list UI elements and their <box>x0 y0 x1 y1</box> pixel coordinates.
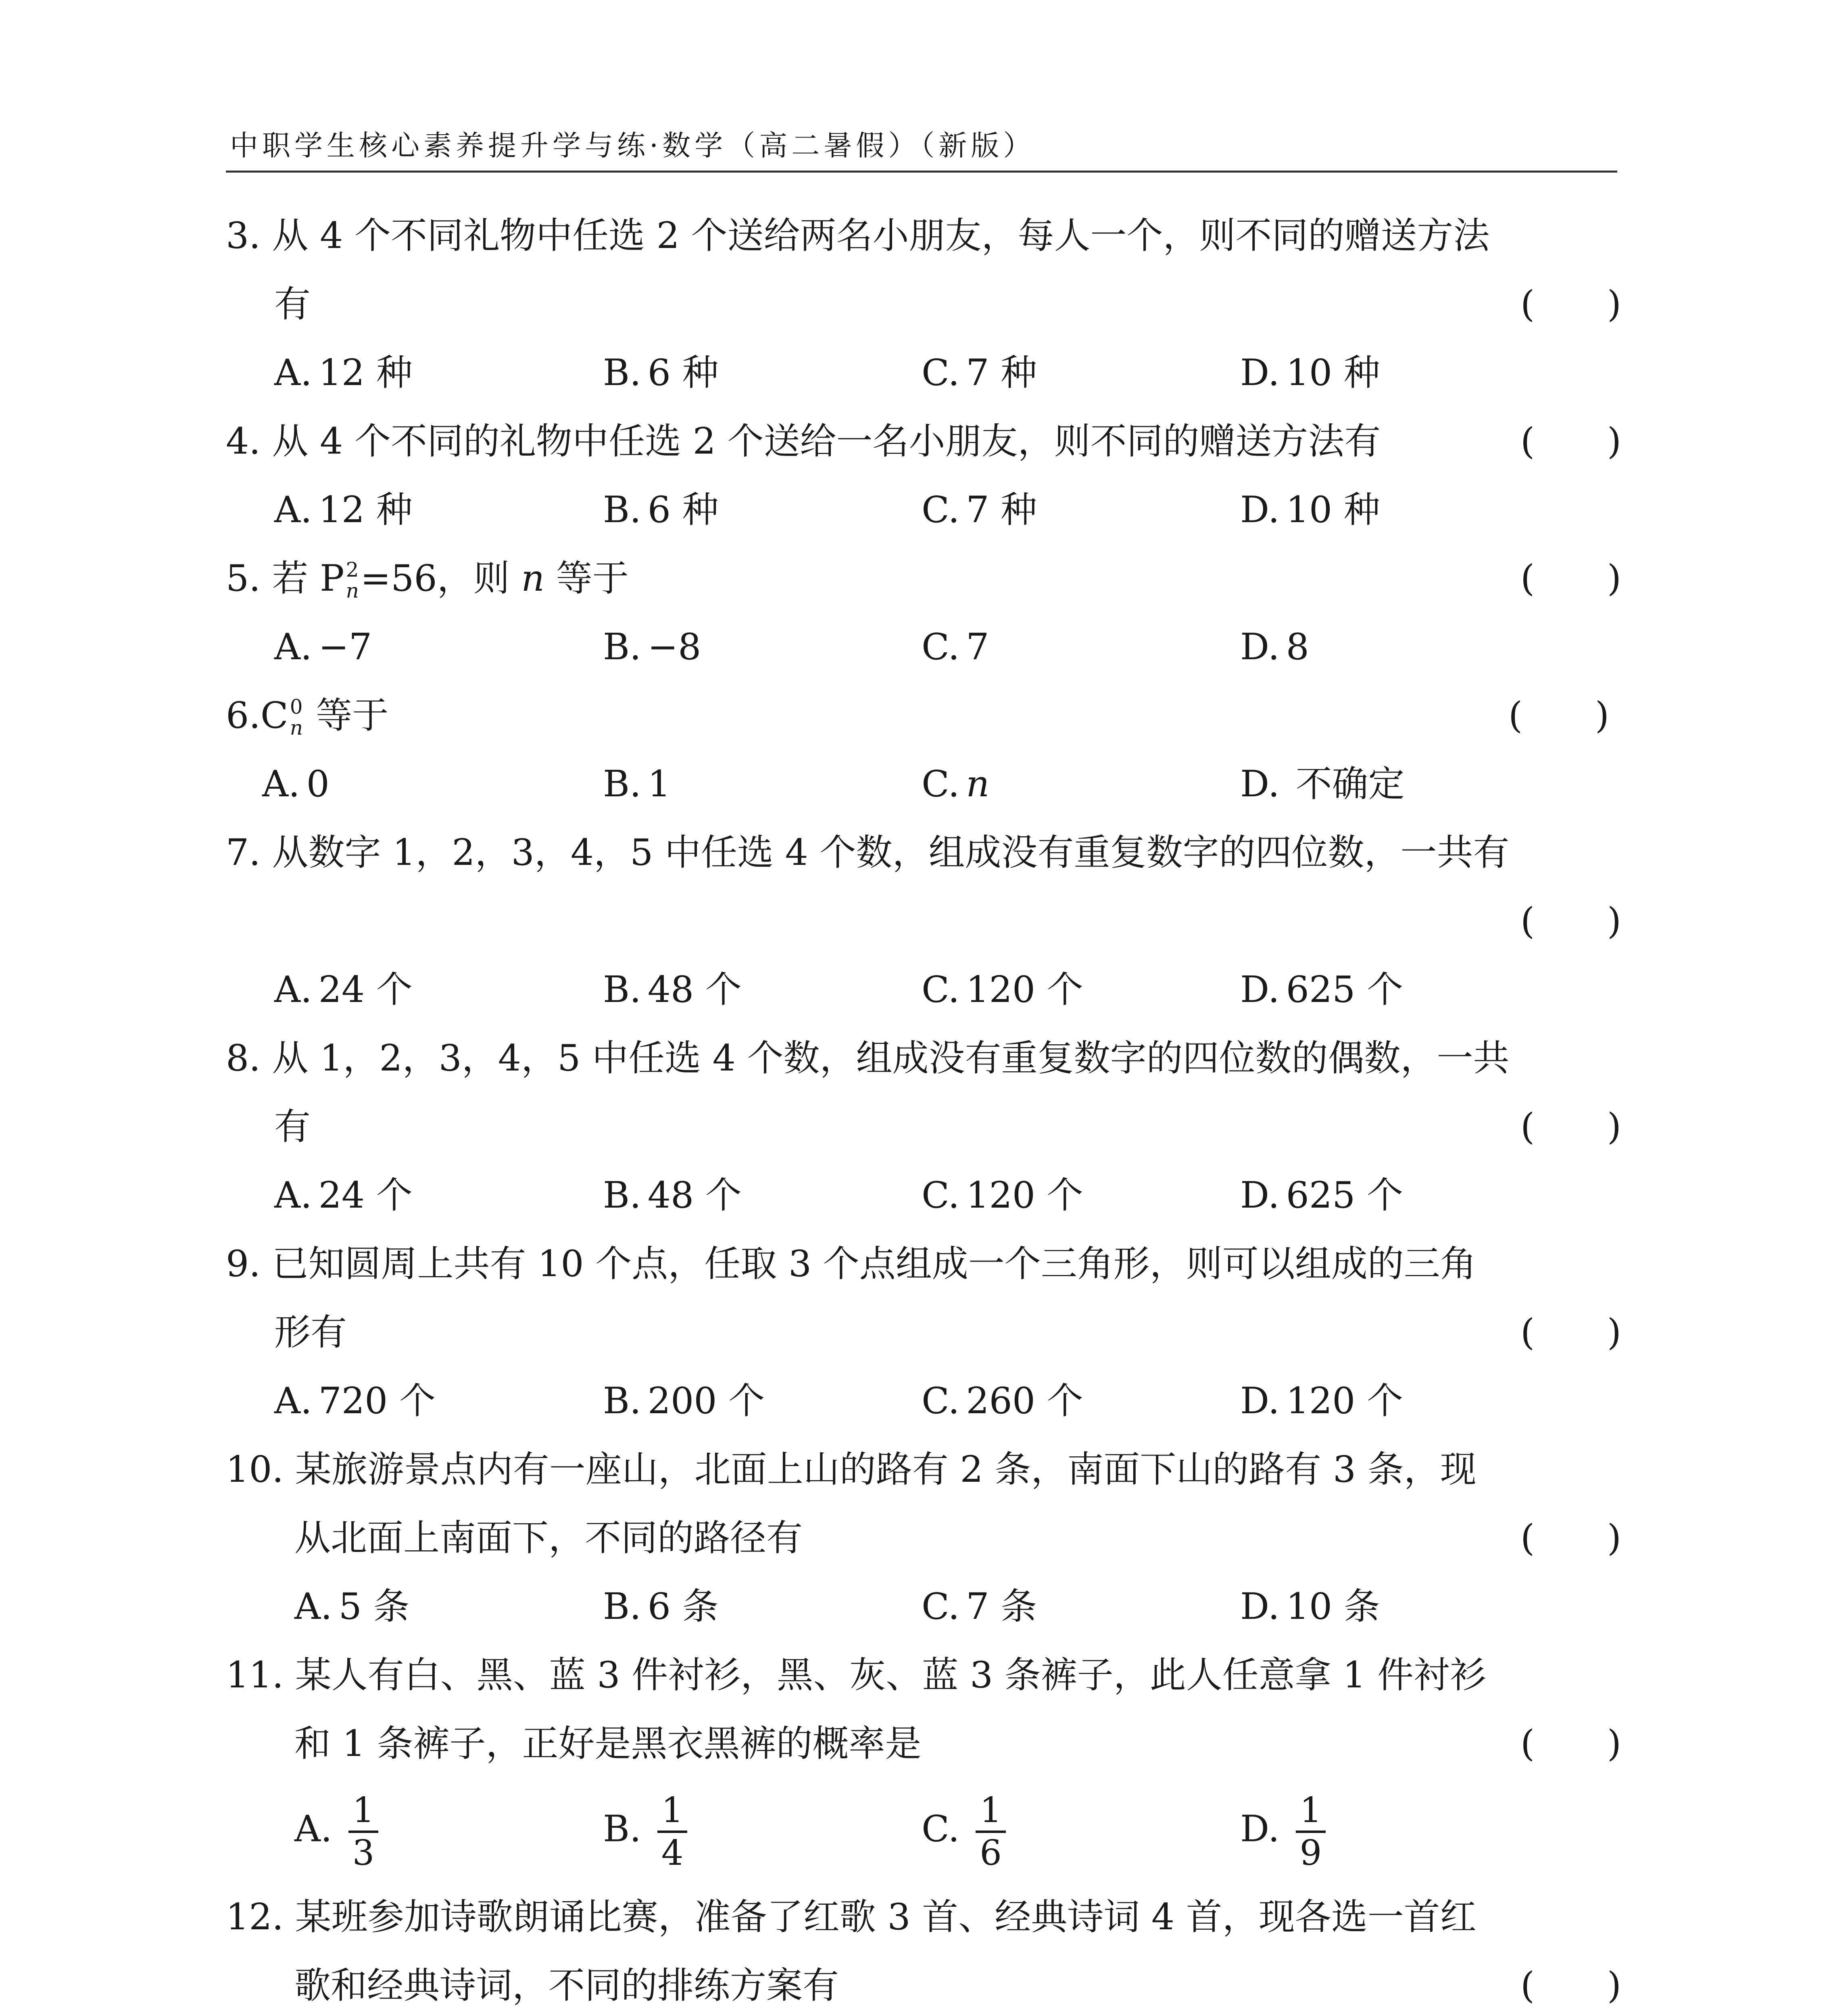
question-11 <box>226 1641 1621 1883</box>
option-a[interactable]: A. 720 个 <box>274 1380 436 1422</box>
option-b[interactable]: B. 48 个 <box>603 1174 742 1216</box>
option-d[interactable]: D. 625 个 <box>1240 968 1403 1011</box>
question-stem: 某班参加诗歌朗诵比赛，准备了红歌 3 首、经典诗词 4 首，现各选一首红 <box>295 1896 1477 1938</box>
answer-bracket[interactable]: ( ) <box>1520 1106 1621 1148</box>
question-stem: 若 P 2 n =56，则 n 等于 <box>272 557 629 602</box>
question-number: 9. <box>226 1243 261 1285</box>
fraction: $\frac{1}{3}$ <box>348 1790 379 1873</box>
option-c[interactable]: C. 7 种 <box>922 489 1037 531</box>
question-7 <box>226 818 1621 1024</box>
answer-bracket[interactable]: ( ) <box>1520 1964 1621 2007</box>
option-b[interactable]: B. 6 种 <box>603 489 719 531</box>
option-a[interactable]: A. 0 <box>262 763 330 805</box>
options-row <box>226 1367 1621 1435</box>
question-6 <box>226 681 1621 818</box>
question-8 <box>226 1024 1621 1230</box>
option-a[interactable]: A. 5 条 <box>294 1585 410 1628</box>
question-stem-continued: 从北面上南面下，不同的路径有 <box>294 1517 803 1559</box>
header-title: 中职学生核心素养提升学与练·数学（高二暑假）（新版） <box>230 129 1036 162</box>
option-b[interactable]: B. 1 <box>603 763 671 805</box>
question-number: 8. <box>226 1037 261 1079</box>
option-d[interactable]: D. 8 <box>1240 626 1309 668</box>
option-c[interactable]: C. 7 <box>922 626 989 668</box>
fraction: $\frac{1}{6}$ <box>976 1790 1006 1873</box>
question-stem: 从 1，2，3，4，5 中任选 4 个数，组成没有重复数字的四位数的偶数，一共 <box>272 1037 1510 1079</box>
options-row <box>226 1161 1621 1230</box>
question-number: 7. <box>226 831 261 874</box>
option-b[interactable]: B. 200 个 <box>603 1380 765 1422</box>
question-stem: 从 4 个不同的礼物中任选 2 个送给一名小朋友，则不同的赠送方法有 <box>272 420 1381 462</box>
question-stem-continued: 有 <box>274 283 311 325</box>
option-c[interactable]: C. 260 个 <box>922 1380 1083 1422</box>
question-stem: C 0 n 等于 <box>260 694 389 739</box>
question-stem: 某旅游景点内有一座山，北面上山的路有 2 条，南面下山的路有 3 条，现 <box>295 1448 1477 1491</box>
options-row <box>226 476 1621 544</box>
option-c[interactable]: C. n <box>922 763 990 805</box>
option-b[interactable]: B. −8 <box>603 626 701 668</box>
option-c[interactable]: C. 7 条 <box>922 1585 1037 1628</box>
question-stem: 从 4 个不同礼物中任选 2 个送给两名小朋友，每人一个，则不同的赠送方法 <box>272 215 1490 257</box>
header-rule <box>226 171 1617 173</box>
option-c[interactable]: C. 120 个 <box>922 968 1083 1011</box>
running-header <box>230 123 1035 164</box>
question-number: 10. <box>226 1448 284 1491</box>
answer-bracket[interactable]: ( ) <box>1520 1722 1621 1765</box>
question-stem-continued: 和 1 条裤子，正好是黑衣黑裤的概率是 <box>294 1722 922 1765</box>
option-b[interactable]: B. $\frac{1}{4}$ <box>603 1790 687 1873</box>
option-c[interactable]: C. $\frac{1}{6}$ <box>922 1790 1006 1873</box>
option-b[interactable]: B. 6 种 <box>603 352 719 394</box>
option-d[interactable]: D. 10 条 <box>1240 1585 1380 1628</box>
option-d[interactable]: D. 120 个 <box>1240 1380 1403 1422</box>
question-number: 4. <box>226 420 261 462</box>
fraction: $\frac{1}{4}$ <box>657 1790 688 1873</box>
option-c[interactable]: C. 120 个 <box>922 1174 1083 1216</box>
option-a[interactable]: A. 12 种 <box>274 352 413 394</box>
option-d[interactable]: D. 10 种 <box>1240 489 1380 531</box>
answer-bracket[interactable]: ( ) <box>1520 283 1621 325</box>
answer-bracket[interactable]: ( ) <box>1520 557 1621 600</box>
question-number: 11. <box>226 1654 284 1696</box>
question-stem-continued: 有 <box>274 1106 311 1148</box>
question-stem-continued: 形有 <box>274 1311 347 1354</box>
question-5 <box>226 544 1621 681</box>
fraction: $\frac{1}{9}$ <box>1296 1790 1326 1873</box>
question-12 <box>226 1883 1621 2016</box>
question-10 <box>226 1435 1621 1641</box>
option-a[interactable]: A. −7 <box>274 626 372 668</box>
option-b[interactable]: B. 6 条 <box>603 1585 719 1628</box>
option-d[interactable]: D. 625 个 <box>1240 1174 1403 1216</box>
answer-bracket[interactable]: ( ) <box>1520 900 1621 942</box>
question-9 <box>226 1230 1621 1435</box>
question-number: 3. <box>226 215 261 257</box>
option-c[interactable]: C. 7 种 <box>922 352 1037 394</box>
answer-bracket[interactable]: ( ) <box>1520 420 1621 462</box>
question-stem: 已知圆周上共有 10 个点，任取 3 个点组成一个三角形，则可以组成的三角 <box>272 1243 1477 1285</box>
question-number: 5. <box>226 557 261 600</box>
option-d[interactable]: D. $\frac{1}{9}$ <box>1240 1790 1326 1873</box>
answer-bracket[interactable]: ( ) <box>1508 694 1609 737</box>
question-number: 6. <box>226 694 261 737</box>
question-number: 12. <box>226 1896 284 1938</box>
option-d[interactable]: D. 不确定 <box>1240 763 1405 805</box>
question-stem: 某人有白、黑、蓝 3 件衬衫，黑、灰、蓝 3 条裤子，此人任意拿 1 件衬衫 <box>295 1654 1487 1696</box>
answer-bracket[interactable]: ( ) <box>1520 1517 1621 1559</box>
option-a[interactable]: A. 24 个 <box>274 968 413 1011</box>
option-b[interactable]: B. 48 个 <box>603 968 742 1011</box>
question-stem: 从数字 1，2，3，4，5 中任选 4 个数，组成没有重复数字的四位数，一共有 <box>272 831 1510 874</box>
options-row <box>226 956 1621 1024</box>
options-row <box>226 339 1621 407</box>
answer-bracket[interactable]: ( ) <box>1520 1311 1621 1354</box>
options-row <box>226 613 1621 681</box>
options-row <box>226 1782 1621 1883</box>
options-row <box>226 750 1621 818</box>
question-4 <box>226 407 1621 544</box>
question-3 <box>226 202 1621 407</box>
options-row <box>226 1572 1621 1641</box>
question-stem-continued: 歌和经典诗词，不同的排练方案有 <box>294 1964 839 2007</box>
option-d[interactable]: D. 10 种 <box>1240 352 1380 394</box>
option-a[interactable]: A. $\frac{1}{3}$ <box>294 1790 378 1873</box>
option-a[interactable]: A. 24 个 <box>274 1174 413 1216</box>
option-a[interactable]: A. 12 种 <box>274 489 413 531</box>
